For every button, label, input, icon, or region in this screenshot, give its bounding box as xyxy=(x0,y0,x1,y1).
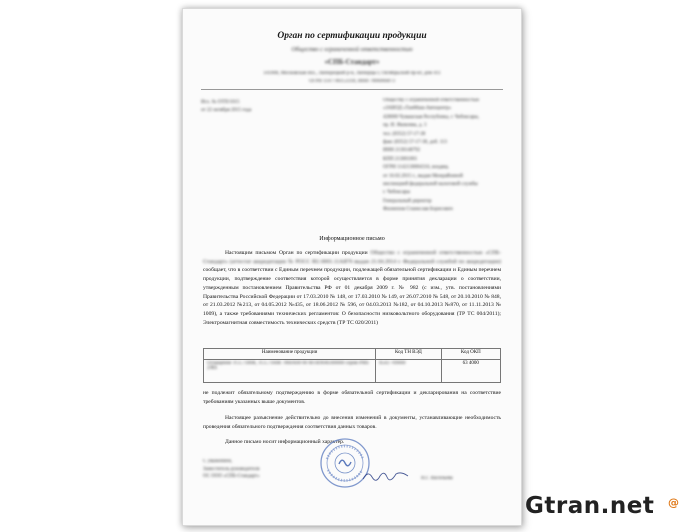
info-note: Данное письмо носит информационный характер. xyxy=(225,439,345,445)
signatory-name: Н.Г. Васильева xyxy=(421,476,453,481)
signature-icon xyxy=(361,469,411,483)
addressee-line: от 16.02.2015 г., выдан Межрайонной xyxy=(383,173,463,179)
body-lead: Настоящим письмом Орган по сертификации продукции xyxy=(225,250,368,256)
signatory-block xyxy=(203,458,260,481)
addressee-line: 428000 Чувашская Республика, г. Чебоксары, xyxy=(383,114,480,120)
issuer-org-type: Общество с ограниченной ответственностью xyxy=(291,47,413,53)
reference-number: Исх. № ОТП/1015 xyxy=(201,100,240,105)
letter-body xyxy=(203,249,501,327)
addressee-block xyxy=(383,97,501,215)
body-main: сообщает, что в соответствии с Единым перечнем продукции, подлежащей обязательной сертификации и Единым перечнем продукции, подтверждение соответствия которой осуществляется в форме принятия декларации о соответствии, утвержденным постановлением Правительства РФ от 01 декабря 2009 г. № 982 (с изм., утв. постановлениями Правительства Российской Федерации от 17.03.2010 № 148, от 17.03.2010 № 149, от 26.07.2010 № 548, от 20.10.2010 № 848, от 21.03.2012 №213, от 04.05.2012 №435, от 18.06.2012 № 596, от 04.03.2013 №182, от 04.10.2013 №870, от 11.11.2013 № 1009), а также требованиями технических регламентов: О безопасности низковольтного оборудования (ТР ТС 004/2011); Электромагнитная совместимость технических средств (ТР ТС 020/2011) xyxy=(203,267,501,326)
addressee-line: КПП 213001001 xyxy=(383,156,418,162)
issuer-registration: ОГРН 1147746153318, ИНН 7806066873 xyxy=(308,79,396,84)
table-header-row xyxy=(204,349,501,360)
signatory-line: Заместитель руководителя xyxy=(203,466,260,472)
issuer-org-name: «СПБ-Стандарт» xyxy=(324,58,380,66)
signatory-line: С уважением, xyxy=(203,459,233,464)
document-page xyxy=(182,8,522,526)
addressee-line: Филиппов Станислав Борисович xyxy=(383,207,453,213)
validity-note xyxy=(203,414,501,431)
table-row xyxy=(204,360,501,383)
site-watermark: Gtran.net xyxy=(525,493,655,519)
addressee-line: г. Чебоксары xyxy=(383,190,411,196)
cell-product-name: Оснащение TCC7180R, TCC7160R 7860A00 00 MTR9040300000 серия PMS 2/RS xyxy=(204,360,376,383)
header-divider xyxy=(201,89,503,90)
cell-tnved: 8543 709000 xyxy=(376,360,441,383)
col-header-okp: Код ОКП xyxy=(441,349,500,360)
after-table-text: не подлежит обязательному подтверждению в форме обязательной сертификации и декларирования на соответствие требованиям указанных выше документов. xyxy=(203,390,501,405)
addressee-line: ИНН 2130148792 xyxy=(383,148,421,154)
product-table xyxy=(203,348,501,383)
body-blurred-accreditation: Общество с ограниченной ответственностью «СПБ-Стандарт» (аттестат аккредитации № РОСС RU.0001.11АЯ76 выдан 21.04.2014 г. Федеральной службой по аккредитации) xyxy=(203,250,501,265)
addressee-line: тел. (8352) 57-17-38 xyxy=(383,131,426,137)
addressee-line: инспекцией федеральной налоговой службы xyxy=(383,182,478,188)
reference-block xyxy=(201,99,251,115)
addressee-line: Генеральный директор xyxy=(383,198,432,204)
reference-date: от 22 октября 2015 года xyxy=(201,108,252,113)
addressee-line: Обществу с ограниченной ответственностью xyxy=(383,98,480,103)
col-header-tnved: Код ТН ВЭД xyxy=(376,349,441,360)
signatory-line: ОС ООО «СПБ-Стандарт» xyxy=(203,474,260,479)
addressee-line: ОГРН 1142130004316, входящ. xyxy=(383,165,449,171)
addressee-line: пр. И. Яковлева, д. 3 xyxy=(383,123,427,129)
addressee-line: факс (8352) 57-17-38, доб. 113 xyxy=(383,140,448,146)
issuer-address: 141008, Московская обл., Люберецкий р-н, Люберцы г, Октябрьский пр-кт, дом 411 xyxy=(263,71,441,76)
col-header-name: Наименование продукции xyxy=(204,349,376,360)
validity-text: Настоящее разъяснение действительно до внесения изменений в документы, устанавливающие необходимость проведения обязательного подтверждения соответствия данных товаров. xyxy=(203,415,501,430)
letter-title: Информационное письмо xyxy=(319,236,385,242)
cell-okp: 63 4000 xyxy=(441,360,500,383)
addressee-line: «ЗАВОД «ТамМаш-Автоцентр» xyxy=(383,106,452,112)
issuer-title: Орган по сертификации продукции xyxy=(277,31,427,41)
watermark-at-icon: @ xyxy=(668,496,679,509)
